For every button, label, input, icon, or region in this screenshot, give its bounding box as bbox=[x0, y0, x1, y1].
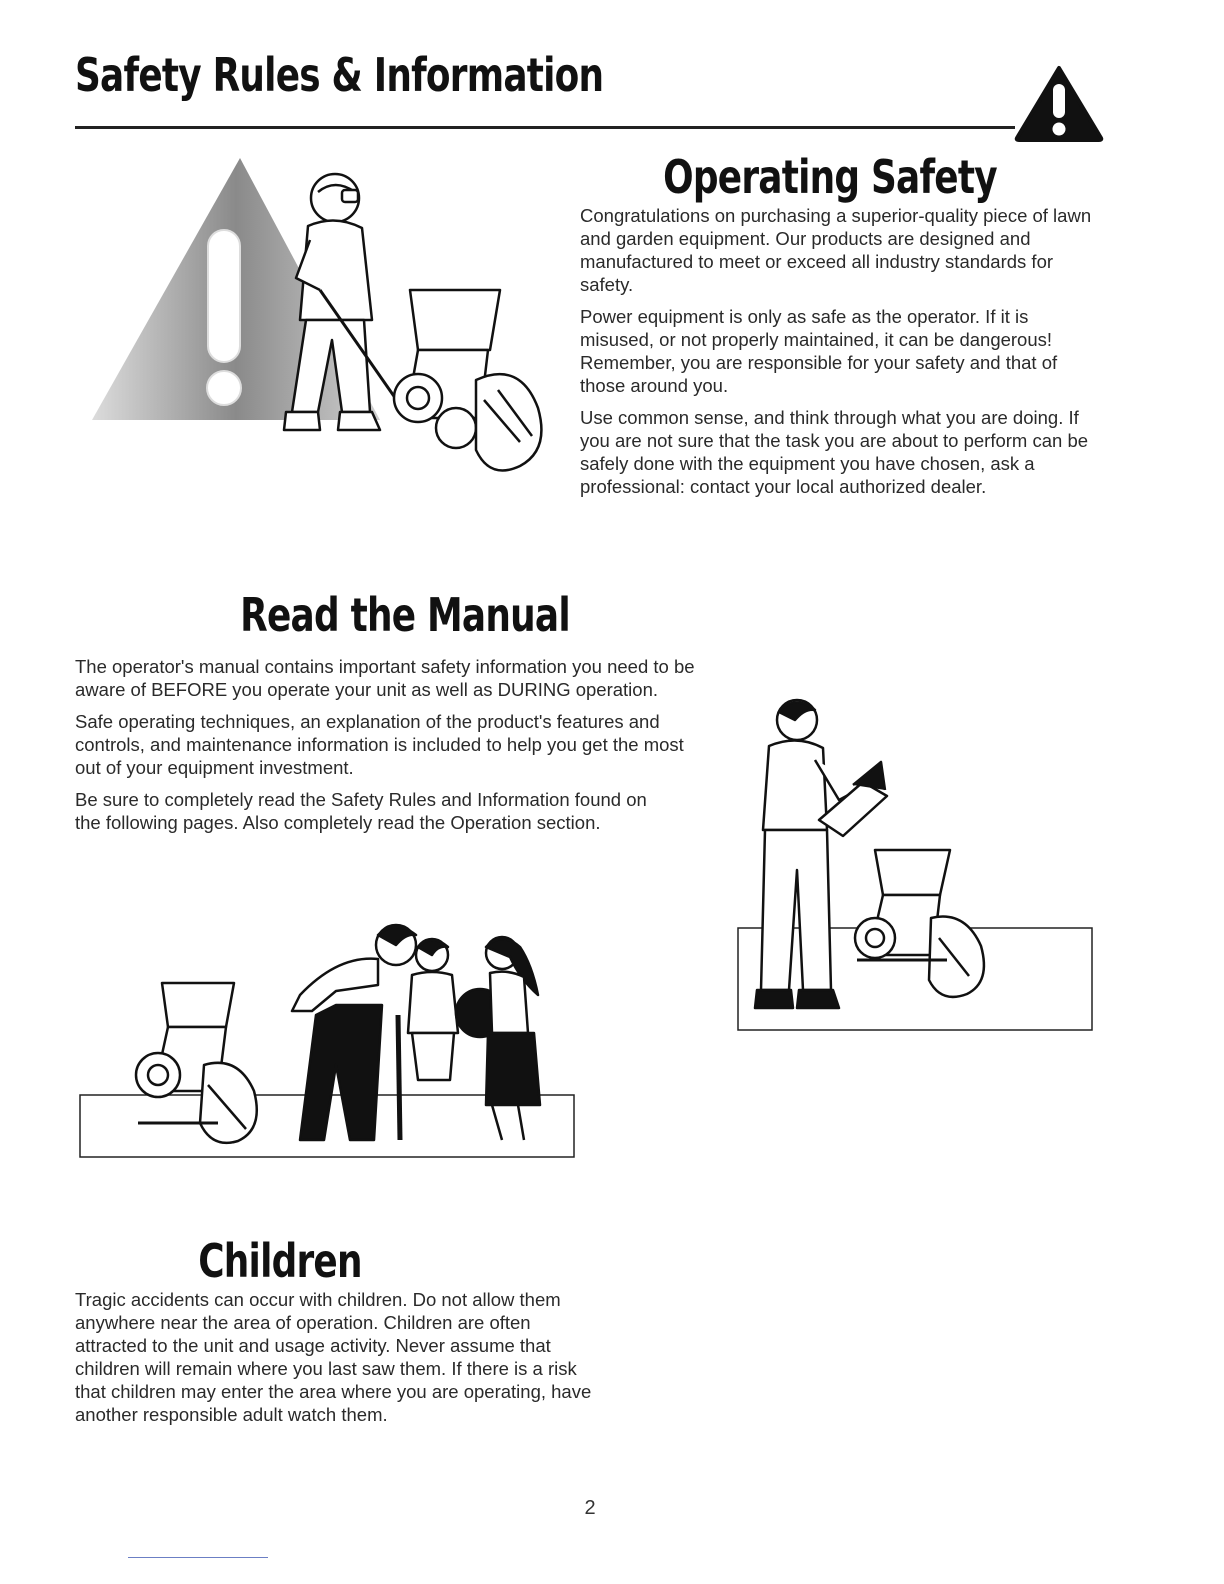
page-title: Safety Rules & Information bbox=[75, 48, 604, 102]
operator-chipper-illustration bbox=[80, 150, 550, 490]
warning-triangle-icon bbox=[1014, 64, 1104, 142]
footer-divider bbox=[128, 1557, 268, 1558]
page-number: 2 bbox=[584, 1497, 596, 1519]
read-the-manual-heading: Read the Manual bbox=[240, 588, 570, 642]
children-heading: Children bbox=[198, 1234, 362, 1288]
children-paragraph: Tragic accidents can occur with children. Do not allow them anywhere near the area of operation. Children are often attracted to the unit and usage activity. Never assume that children will remain where you last saw them. If there is a risk that children may enter the area where you are operating, have another responsible adult watch them. bbox=[75, 1289, 592, 1425]
man-reading-manual-illustration bbox=[735, 690, 1095, 1035]
children-body bbox=[75, 1288, 595, 1435]
operating-safety-paragraph: Power equipment is only as safe as the operator. If it is misused, or not properly maintained, it can be dangerous! Remember, you are responsible for your safety and that of those around you. bbox=[580, 306, 1058, 396]
read-the-manual-paragraph: Safe operating techniques, an explanation of the product's features and controls, and maintenance information is included to help you get the most out of your equipment investment. bbox=[75, 711, 684, 778]
read-the-manual-body bbox=[75, 655, 750, 843]
operating-safety-paragraph: Use common sense, and think through what you are doing. If you are not sure that the task you are about to perform can be safely done with the equipment you have chosen, ask a professional: contact your local authorized dealer. bbox=[580, 407, 1089, 497]
title-divider bbox=[75, 126, 1015, 129]
adult-children-chipper-illustration bbox=[78, 915, 578, 1160]
read-the-manual-paragraph: Be sure to completely read the Safety Rules and Information found on the following pages. Also completely read the Operation section. bbox=[75, 789, 647, 833]
operating-safety-heading: Operating Safety bbox=[663, 150, 997, 204]
read-the-manual-paragraph: The operator's manual contains important safety information you need to be aware of BEFORE you operate your unit as well as DURING operation. bbox=[75, 656, 695, 700]
operating-safety-body bbox=[580, 204, 1095, 507]
operating-safety-paragraph: Congratulations on purchasing a superior-quality piece of lawn and garden equipment. Our products are designed and manufactured to meet or exceed all industry standards for safety. bbox=[580, 205, 1092, 295]
